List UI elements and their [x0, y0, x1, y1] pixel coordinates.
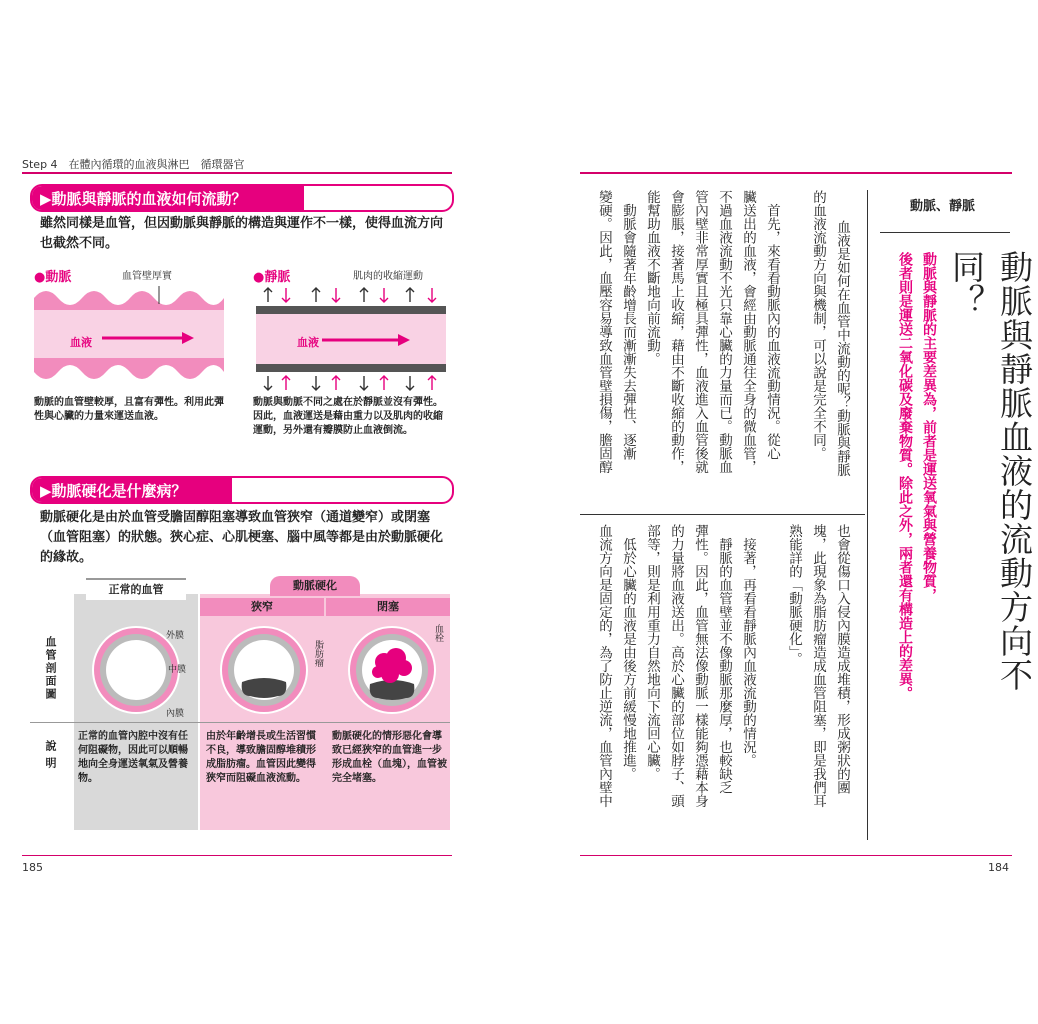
header-rule-right: [580, 172, 1012, 174]
body-column: 管內壁非常厚實且極具彈性，血液進入血管後就: [692, 190, 708, 474]
section1-intro: 雖然同樣是血管，但因動脈與靜脈的構造與運作不一樣，使得血流方向也截然不同。: [40, 216, 444, 251]
body-column: 不過血液流動不光只靠心臟的力量而已。動脈血: [716, 190, 732, 474]
desc-narrow: 由於年齡增長或生活習慣不良，導致膽固醇堆積形成脂肪瘤。血管因此變得狹窄而阻礙血液流動。: [206, 731, 316, 784]
page-number-left: 185: [22, 861, 43, 874]
page-number-right: 184: [988, 861, 1009, 874]
table-row-divider: [30, 722, 450, 723]
row-desc-label: 說明: [44, 740, 57, 774]
body-column: 的血液流動方向與機制，可以說是完全不同。: [810, 190, 826, 460]
vein-diagram: [256, 284, 446, 394]
title-column-divider: [867, 190, 868, 840]
body-column: 接著，再看看靜脈內血液流動的情況。: [740, 524, 756, 767]
body-column: 熟能詳的「動脈硬化」。: [786, 524, 802, 666]
body-column: 的力量將血液送出。高於心臟的部位如脖子、頭: [668, 524, 684, 808]
col-sclerosis-header: 動脈硬化: [270, 576, 360, 596]
col-normal-header: 正常的血管: [86, 578, 186, 600]
body-column: 動脈會隨著年齡增長而漸漸失去彈性、逐漸: [620, 190, 636, 460]
body-column: 臟送出的血液，會經由動脈通往全身的微血管，: [740, 190, 756, 474]
section2-banner: [30, 476, 454, 504]
header-underline-right: [880, 232, 1010, 233]
body-column: 能幫助血液不斷地向前流動。: [644, 190, 660, 366]
vein-label: ●靜脈: [253, 270, 291, 285]
section1-banner: [30, 184, 454, 212]
header-rule-left: [22, 172, 452, 174]
blocked-vessel-diagram: [344, 622, 440, 718]
label-clot: 血栓: [433, 624, 443, 642]
section2-intro: 動脈硬化是由於血管受膽固醇阻塞導致血管狹窄（通道變窄）或閉塞（血管阻塞）的狀態。狹心症、心肌梗塞、腦中風等都是由於動脈硬化的緣故。: [40, 510, 444, 565]
running-header-right: 動脈、靜脈: [910, 199, 976, 214]
body-column: 靜脈的血管壁並不像動脈那麼厚，也較缺乏: [716, 524, 732, 794]
body-column: 血液是如何在血管中流動的呢？動脈與靜脈: [834, 220, 850, 477]
artery-caption: 動脈的血管壁較厚，且富有彈性。利用此彈性與心臟的力量來運送血液。: [34, 397, 224, 422]
body-column: 低於心臟的血液是由後方前緩慢地推進。: [620, 524, 636, 781]
vein-muscle-label: 肌肉的收縮運動: [353, 271, 423, 282]
desc-blocked: 動脈硬化的情形惡化會導致已經狹窄的血管進一步形成血栓（血塊），血管被完全堵塞。: [332, 731, 447, 784]
body-column: 部等，則是利用重力自然地向下流回心臟。: [644, 524, 660, 781]
page-title: 動脈與靜脈血液的流動方向不同？: [947, 250, 1034, 692]
artery-wall-label: 血管壁厚實: [122, 271, 172, 282]
label-fat: 脂肪瘤: [313, 640, 323, 667]
body-column: 彈性。因此，血管無法像動脈一樣能夠憑藉本身: [692, 524, 708, 808]
artery-label: ●動脈: [34, 270, 72, 285]
label-inner: 內膜: [166, 709, 185, 719]
sub-blocked-header: 閉塞: [326, 598, 450, 616]
sub-narrow-header: 狹窄: [200, 598, 324, 616]
body-column: 也會從傷口入侵內膜造成堆積，形成粥狀的團: [834, 524, 850, 794]
label-middle: 中膜: [168, 665, 187, 675]
body-column: 血流方向是固定的，為了防止逆流，血管內壁中: [596, 524, 612, 808]
vein-blood-label: 血液: [297, 336, 319, 349]
narrow-vessel-diagram: [216, 622, 312, 718]
footer-rule-right: [580, 855, 1012, 856]
body-column: 變硬。因此，血壓容易導致血管壁損傷，膽固醇: [596, 190, 612, 474]
block-divider: [580, 514, 865, 515]
subtitle-2: 後者則是運送二氧化碳及廢棄物質。除此之外，兩者還有構造上的差異。: [897, 252, 913, 700]
body-column: 首先，來看看動脈內的血液流動情況。從心: [764, 190, 780, 460]
running-header-left: Step 4 在體內循環的血液與淋巴 循環器官: [22, 158, 245, 171]
subtitle-1: 動脈與靜脈的主要差異為，前者是運送氧氣與營養物質，: [921, 252, 937, 602]
row-section-label: 血管剖面圖: [44, 636, 57, 701]
artery-blood-label: 血液: [70, 336, 92, 349]
desc-normal: 正常的血管內腔中沒有任何阻礙物，因此可以順暢地向全身運送氧氣及營養物。: [78, 731, 188, 784]
section2-title: ▶動脈硬化是什麼病？: [40, 482, 187, 500]
section1-title: ▶動脈與靜脈的血液如何流動？: [40, 190, 247, 208]
vein-caption: 動脈與動脈不同之處在於靜脈並沒有彈性。因此，血液運送是藉由重力以及肌肉的收縮運動，另外還有瓣膜防止血液倒流。: [253, 397, 443, 436]
body-column: 塊，此現象為脂肪瘤造成血管阻塞，即是我們耳: [810, 524, 826, 808]
body-column: 會膨脹，接著馬上收縮，藉由不斷收縮的動作，: [668, 190, 684, 474]
label-outer: 外膜: [166, 631, 185, 641]
artery-diagram: [34, 280, 224, 390]
footer-rule-left: [22, 855, 452, 856]
